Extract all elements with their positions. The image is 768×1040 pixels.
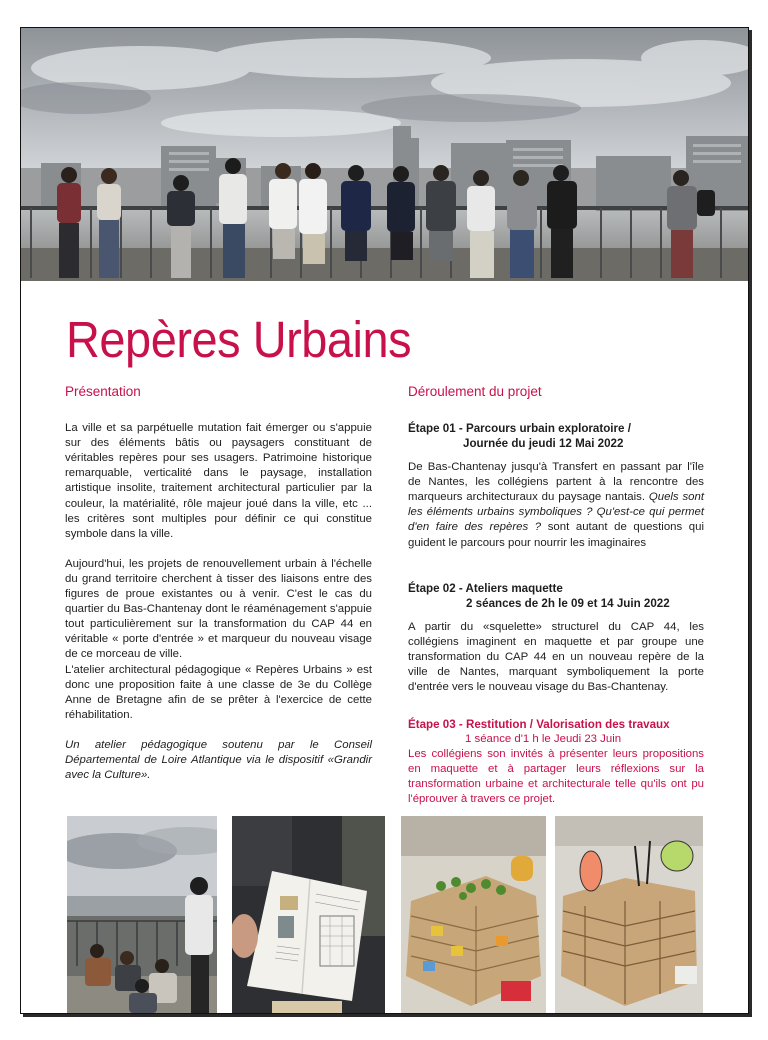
deroulement-heading: Déroulement du projet — [408, 384, 542, 399]
photo-booklet — [232, 816, 385, 1013]
photo-students-terrace — [67, 816, 217, 1013]
step-2-title: Étape 02 - Ateliers maquette — [408, 581, 563, 595]
page-title: Repères Urbains — [66, 311, 412, 368]
step-1-subtitle: Journée du jeudi 12 Mai 2022 — [463, 437, 624, 451]
presentation-paragraph-3: L'atelier architectural pédagogique « Repères Urbains » est donc une proposition faite à une classe de 3e du Collège Anne de Bretagne afin de se prêter à l'exercice de cette réhabilitation. — [65, 663, 372, 721]
step-1-text-questions: Quels sont les éléments urbains symboliques ? Qu'est-ce qui permet d'en faire des repères ? — [408, 491, 705, 534]
presentation-support-note — [65, 738, 372, 783]
deroulement-column — [408, 384, 704, 808]
presentation-column — [65, 384, 372, 783]
photo-model-2 — [555, 816, 703, 1013]
presentation-paragraph-1: La ville et sa parpétuelle mutation fait émerger ou s'appuie sur des éléments bâtis ou paysagers constituant de véritables repères pour ses usagers. Patrimoine historique remarquable, verticalité dans le paysage, installation artistique insolite, traitement architectural particulier par la couleur, la matérialité, rôle majeur joué dans la ville, etc ... les critères sont multiples pour définir ce qui constitue symbole dans la ville. — [65, 422, 372, 540]
hero-photo — [21, 28, 748, 281]
step-2-subtitle: 2 séances de 2h le 09 et 14 Juin 2022 — [466, 596, 670, 610]
step-3-title: Étape 03 - Restitution / Valorisation des travaux — [408, 718, 670, 732]
photo-booklet-drawing — [232, 816, 385, 1013]
photo-model-2-drawing — [555, 816, 703, 1013]
photo-model-1 — [401, 816, 546, 1013]
step-2-text: A partir du «squelette» structurel du CAP 44, les collégiens imaginent en maquette et par groupe une transformation du CAP 44 en un nouveau repère de la ville de Nantes, marquant symboliquement la porte d'entrée vers le nouveau visage du Bas-Chantenay. — [408, 620, 704, 694]
step-1-text-a: De Bas-Chantenay jusqu'à Transfert en passant par l'île de Nantes, les collégiens partent à la rencontre des marqueurs architecturaux du paysage nantais. — [408, 461, 704, 504]
step-1-title: Étape 01 - Parcours urbain exploratoire / — [408, 422, 631, 436]
step-3 — [408, 717, 704, 807]
photo-model-1-drawing — [401, 816, 546, 1013]
hero-photo-drawing — [21, 28, 748, 281]
presentation-paragraph-2: Aujourd'hui, les projets de renouvellement urbain à l'échelle du grand territoire cherchent à tisser des liaisons entre des figures de proue existantes ou à venir. C'est le cas du quartier du Bas-Chantenay dont le réaménagement s'appuie tout particulièrement sur la transformation du CAP 44 en véritable « porte d'entrée » et marqueur du nouveau visage de ce morceau de ville. — [65, 557, 372, 661]
step-3-text: Les collégiens son invités à présenter leurs propositions en maquette et à partager leurs réflexions sur la transformation urbaine et architecturale telle qu'ils ont pu l'éprouver à travers ce projet. — [408, 748, 704, 806]
step-1 — [408, 421, 704, 551]
step-2 — [408, 581, 704, 695]
support-note-text: Un atelier pédagogique soutenu par le Conseil Départemental de Loire Atlantique via le dispositif «Grandir avec la Culture». — [65, 738, 372, 782]
presentation-heading: Présentation — [65, 384, 141, 399]
page — [20, 27, 749, 1014]
step-3-subtitle: 1 séance d'1 h le Jeudi 23 Juin — [465, 733, 622, 746]
photo-students-terrace-drawing — [67, 816, 217, 1013]
step-1-text-b: sont autant de questions qui guident le parcours pour nourrir les imaginaires — [408, 521, 704, 549]
step-1-text — [408, 460, 704, 551]
